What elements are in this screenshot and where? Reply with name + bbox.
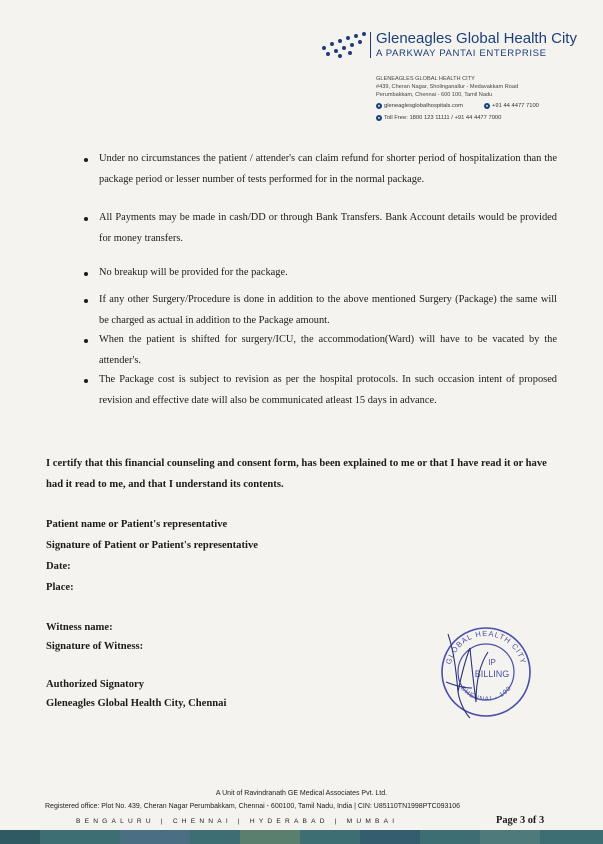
bullet-dot bbox=[84, 158, 88, 162]
bullet-item: When the patient is shifted for surgery/ICU, the accommodation(Ward) will have to be vacated by the attender's. bbox=[99, 334, 557, 366]
stamp-center-line2: BILLING bbox=[474, 669, 510, 679]
footer-unit: A Unit of Ravindranath GE Medical Associates Pvt. Ltd. bbox=[215, 790, 388, 797]
bullet-item: No breakup will be provided for the package. bbox=[99, 267, 288, 278]
stamp-ring-text: GLOBAL HEALTH CITY bbox=[443, 628, 529, 666]
stamp-bottom-text: CHENNAI - 100 bbox=[458, 684, 514, 703]
patient-name-label: Patient name or Patient's representative bbox=[46, 519, 228, 530]
page-number: Page 3 of 3 bbox=[496, 815, 545, 826]
phone-contact bbox=[484, 103, 539, 109]
witness-name-label: Witness name: bbox=[46, 622, 113, 633]
logo-icon bbox=[318, 30, 368, 58]
svg-text:GLOBAL HEALTH CITY bbox=[444, 629, 528, 665]
bullet-item: Under no circumstances the patient / attender's can claim refund for shorter period of hospitalization than the package period or lesser number of tests performed for in the normal package. bbox=[99, 153, 557, 185]
authorized-signatory-label: Authorized Signatory bbox=[46, 679, 144, 690]
address-line-3: Perumbakkam, Chennai - 600 100, Tamil Nadu bbox=[376, 92, 493, 98]
website-text: gleneaglesglobalhospitals.com bbox=[384, 103, 463, 109]
organization-label: Gleneagles Global Health City, Chennai bbox=[46, 698, 227, 709]
bullet-item: The Package cost is subject to revision as per the hospital protocols. In such occasion intent of proposed revision and effective date will also be communicated atleast 15 days in advance. bbox=[99, 374, 557, 406]
certification-statement: I certify that this financial counseling and consent form, has been explained to me or that I have read it or have had it read to me, and that I understand its contents. bbox=[46, 458, 547, 490]
phone-icon: ● bbox=[377, 115, 381, 120]
bullet-item: All Payments may be made in cash/DD or through Bank Transfers. Bank Account details would be provided for money transfers. bbox=[99, 212, 557, 244]
toll-free-text: Toll Free: 1800 123 11111 / +91 44 4477 7000 bbox=[384, 115, 502, 121]
bullet-dot bbox=[84, 299, 88, 303]
bullet-dot bbox=[84, 272, 88, 276]
footer-registered-office: Registered office: Plot No. 439, Cheran Nagar Perumbakkam, Chennai - 600100, Tamil Nadu, India | CIN: U85110TN1998PTC093106 bbox=[45, 803, 461, 810]
toll-free-contact bbox=[376, 115, 501, 121]
brand-tagline: A PARKWAY PANTAI ENTERPRISE bbox=[376, 48, 547, 59]
bullet-item: If any other Surgery/Procedure is done in addition to the above mentioned Surgery (Package) the same will be charged as actual in addition to the Package amount. bbox=[99, 294, 557, 326]
address-line-2: #439, Cheran Nagar, Sholinganallur - Medavakkam Road bbox=[376, 84, 519, 90]
website-contact bbox=[376, 103, 463, 109]
bullet-dot bbox=[84, 339, 88, 343]
brand-divider bbox=[370, 32, 371, 58]
footer-stripe bbox=[0, 830, 603, 844]
patient-signature-label: Signature of Patient or Patient's representative bbox=[46, 540, 258, 551]
stamp-center-line1: IP bbox=[488, 658, 496, 667]
date-label: Date: bbox=[46, 561, 71, 572]
billing-stamp bbox=[436, 622, 536, 722]
bullet-dot bbox=[84, 379, 88, 383]
address-line-1: GLENEAGLES GLOBAL HEALTH CITY bbox=[376, 76, 475, 82]
bullet-dot bbox=[84, 217, 88, 221]
phone-text: +91 44 4477 7100 bbox=[492, 103, 539, 109]
brand-name: Gleneagles Global Health City bbox=[376, 30, 577, 47]
phone-icon: ● bbox=[485, 103, 489, 108]
place-label: Place: bbox=[46, 582, 74, 593]
witness-signature-label: Signature of Witness: bbox=[46, 641, 144, 652]
globe-icon: ● bbox=[377, 103, 381, 108]
footer-cities: BENGALURU | CHENNAI | HYDERABAD | MUMBAI bbox=[76, 818, 399, 825]
